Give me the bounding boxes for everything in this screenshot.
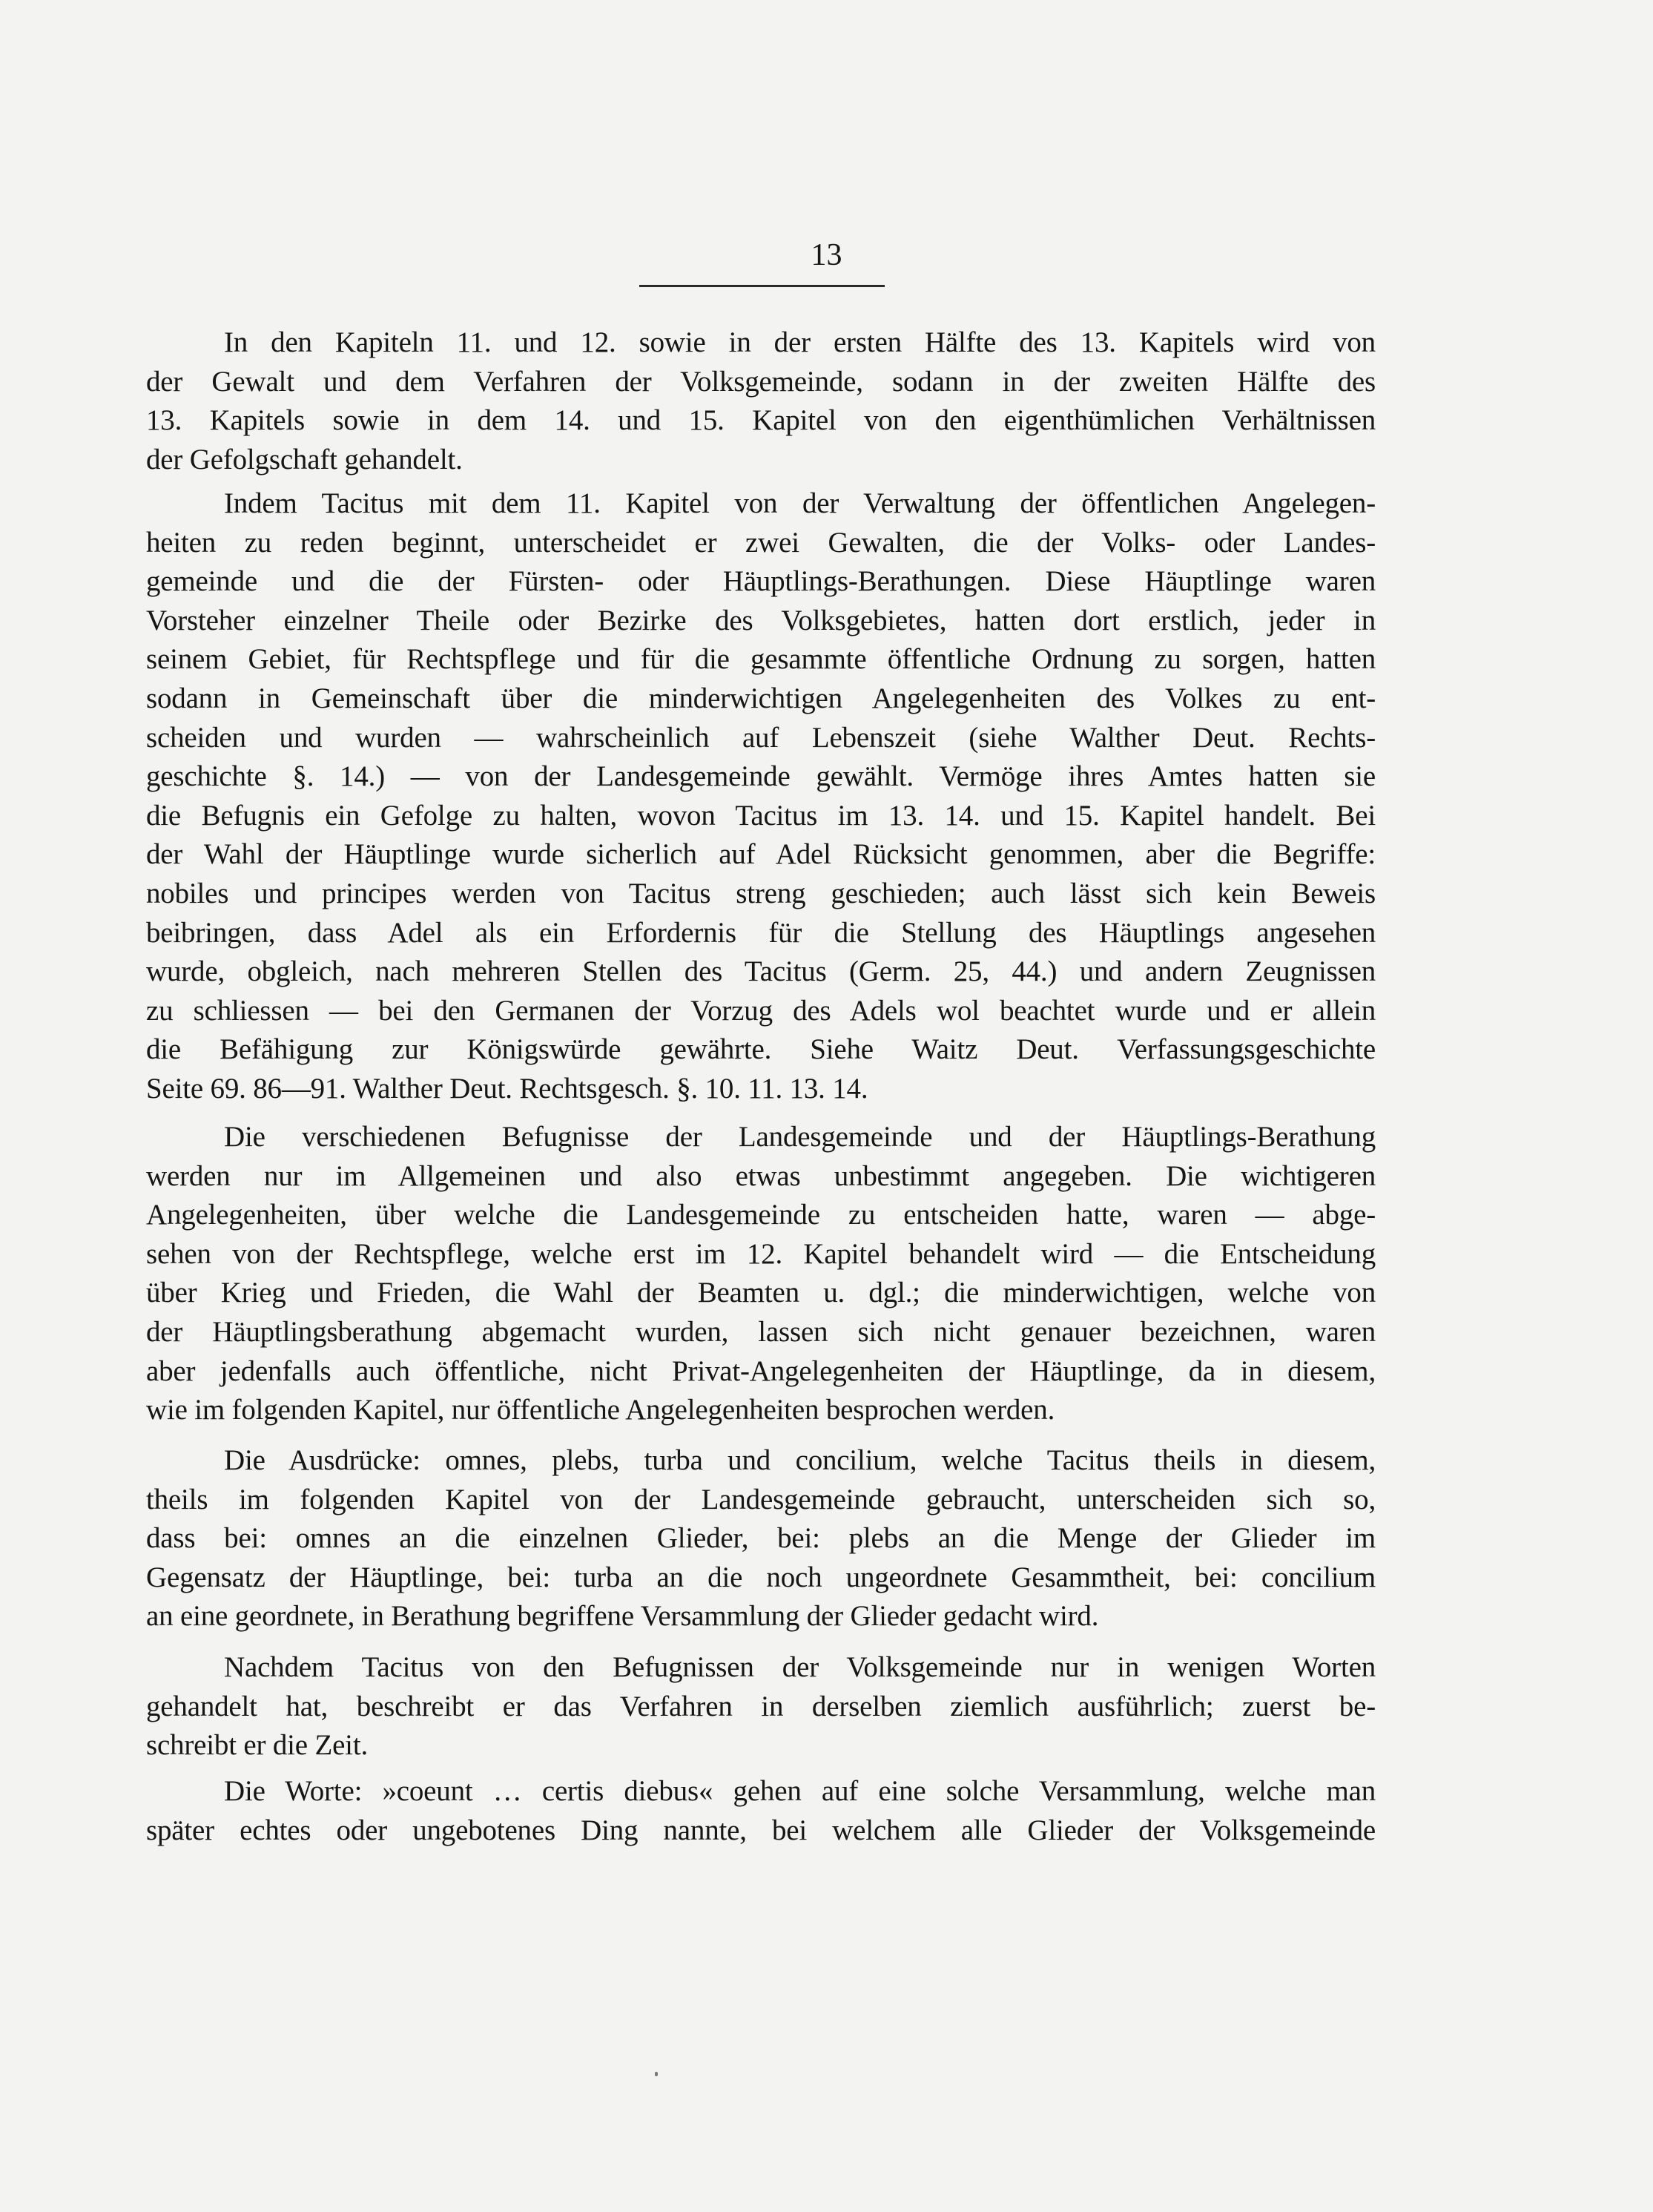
text-line: später echtes oder ungebotenes Ding nannte, bei welchem alle Glieder der Volksgemeinde	[146, 1814, 1376, 1846]
text-line: werden nur im Allgemeinen und also etwas unbestimmt angegeben. Die wichtigeren	[146, 1159, 1376, 1192]
pencil-mark	[655, 2072, 658, 2076]
text-line: theils im folgenden Kapitel von der Landesgemeinde gebraucht, unterscheiden sich so,	[146, 1483, 1376, 1515]
text-line: gemeinde und die der Fürsten- oder Häuptlings-Berathungen. Diese Häuptlinge waren	[146, 565, 1376, 598]
text-line: Indem Tacitus mit dem 11. Kapitel von der Verwaltung der öffentlichen Angelegen-	[224, 487, 1376, 519]
paragraph	[146, 323, 1376, 479]
text-line: aber jedenfalls auch öffentliche, nicht Privat-Angelegenheiten der Häuptlinge, da in diesem,	[146, 1354, 1376, 1387]
text-line: Nachdem Tacitus von den Befugnissen der Volksgemeinde nur in wenigen Worten	[224, 1651, 1376, 1683]
text-line: der Häuptlingsberathung abgemacht wurden, lassen sich nicht genauer bezeichnen, waren	[146, 1315, 1376, 1348]
text-line: der Gefolgschaft gehandelt.	[146, 443, 463, 475]
text-line: heiten zu reden beginnt, unterscheidet er zwei Gewalten, die der Volks- oder Landes-	[146, 526, 1376, 559]
text-line: Gegensatz der Häuptlinge, bei: turba an die noch ungeordnete Gesammtheit, bei: concilium	[146, 1561, 1376, 1593]
text-line: die Befähigung zur Königswürde gewährte. Siehe Waitz Deut. Verfassungsgeschichte	[146, 1033, 1376, 1066]
text-line: seinem Gebiet, für Rechtspflege und für die gesammte öffentliche Ordnung zu sorgen, hatten	[146, 643, 1376, 676]
paragraph	[146, 1648, 1376, 1765]
paragraph	[146, 1772, 1376, 1850]
text-line: scheiden und wurden — wahrscheinlich auf Lebenszeit (siehe Walther Deut. Rechts-	[146, 721, 1376, 754]
text-line: geschichte §. 14.) — von der Landesgemeinde gewählt. Vermöge ihres Amtes hatten sie	[146, 760, 1376, 793]
text-line: Seite 69. 86—91. Walther Deut. Rechtsgesch. §. 10. 11. 13. 14.	[146, 1072, 868, 1105]
text-line: zu schliessen — bei den Germanen der Vorzug des Adels wol beachtet wurde und er allein	[146, 994, 1376, 1027]
text-line: beibringen, dass Adel als ein Erfordernis für die Stellung des Häuptlings angesehen	[146, 916, 1376, 949]
text-line: gehandelt hat, beschreibt er das Verfahren in derselben ziemlich ausführlich; zuerst be-	[146, 1690, 1376, 1722]
text-line: der Gewalt und dem Verfahren der Volksgemeinde, sodann in der zweiten Hälfte des	[146, 365, 1376, 398]
text-line: schreibt er die Zeit.	[146, 1729, 369, 1762]
paragraph	[146, 484, 1376, 1109]
text-line: Die Worte: »coeunt … certis diebus« gehen auf eine solche Versammlung, welche man	[224, 1775, 1376, 1807]
text-line: Die verschiedenen Befugnisse der Landesgemeinde und der Häuptlings-Berathung	[224, 1121, 1376, 1153]
text-line: wie im folgenden Kapitel, nur öffentliche Angelegenheiten besprochen werden.	[146, 1394, 1055, 1426]
header-rule	[639, 285, 885, 287]
text-line: über Krieg und Frieden, die Wahl der Beamten u. dgl.; die minderwichtigen, welche von	[146, 1277, 1376, 1309]
text-line: Angelegenheiten, über welche die Landesgemeinde zu entscheiden hatte, waren — abge-	[146, 1199, 1376, 1231]
text-line: sehen von der Rechtspflege, welche erst im 12. Kapitel behandelt wird — die Entscheidung	[146, 1237, 1376, 1270]
text-line: 13. Kapitels sowie in dem 14. und 15. Kapitel von den eigenthümlichen Verhältnissen	[146, 404, 1376, 437]
text-line: Vorsteher einzelner Theile oder Bezirke des Volksgebietes, hatten dort erstlich, jeder in	[146, 604, 1376, 636]
paragraph	[146, 1118, 1376, 1430]
text-line: nobiles und principes werden von Tacitus streng geschieden; auch lässt sich kein Beweis	[146, 877, 1376, 909]
text-line: die Befugnis ein Gefolge zu halten, wovon Tacitus im 13. 14. und 15. Kapitel handelt. Bei	[146, 799, 1376, 832]
text-line: Die Ausdrücke: omnes, plebs, turba und concilium, welche Tacitus theils in diesem,	[224, 1444, 1376, 1476]
text-line: an eine geordnete, in Berathung begriffene Versammlung der Glieder gedacht wird.	[146, 1600, 1099, 1633]
paragraph	[146, 1441, 1376, 1636]
text-line: der Wahl der Häuptlinge wurde sicherlich auf Adel Rücksicht genommen, aber die Begriffe:	[146, 838, 1376, 871]
text-line: In den Kapiteln 11. und 12. sowie in der ersten Hälfte des 13. Kapitels wird von	[224, 326, 1376, 358]
text-line: sodann in Gemeinschaft über die minderwichtigen Angelegenheiten des Volkes zu ent-	[146, 682, 1376, 714]
page-number: 13	[811, 238, 842, 272]
text-line: wurde, obgleich, nach mehreren Stellen des Tacitus (Germ. 25, 44.) und andern Zeugnissen	[146, 955, 1376, 988]
text-line: dass bei: omnes an die einzelnen Glieder, bei: plebs an die Menge der Glieder im	[146, 1522, 1376, 1555]
